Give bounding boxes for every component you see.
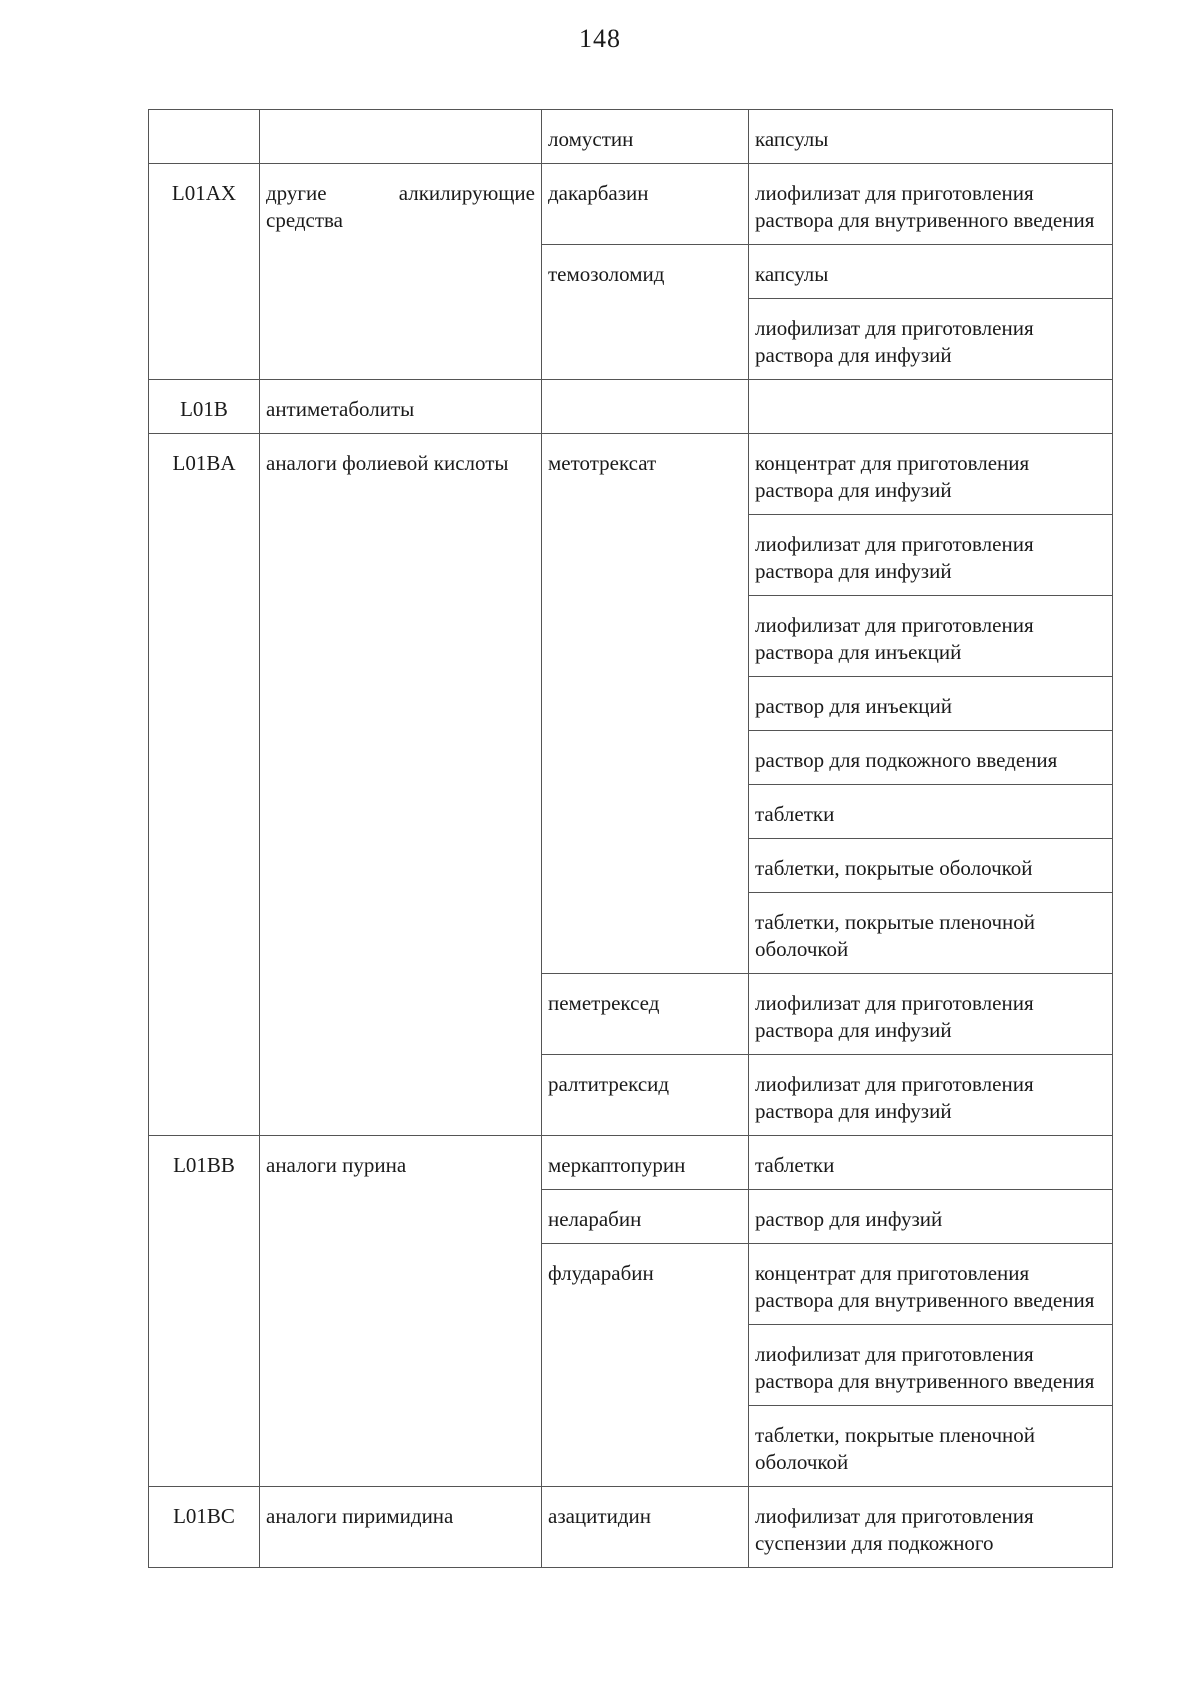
drug-name: метотрексат — [542, 434, 749, 974]
table-row — [149, 434, 1113, 515]
group-name: другие алкилирующие средства — [260, 164, 542, 380]
dosage-form: лиофилизат для приготовления раствора для внутривенного введения — [749, 1325, 1113, 1406]
table-row — [149, 1487, 1113, 1568]
dosage-form: концентрат для приготовления раствора для внутривенного введения — [749, 1244, 1113, 1325]
dosage-form: лиофилизат для приготовления суспензии для подкожного — [749, 1487, 1113, 1568]
dosage-form: лиофилизат для приготовления раствора для инфузий — [749, 515, 1113, 596]
atc-code: L01BB — [149, 1136, 260, 1487]
drug-name: ломустин — [542, 110, 749, 164]
drug-name: азацитидин — [542, 1487, 749, 1568]
table-row — [149, 110, 1113, 164]
atc-code: L01BC — [149, 1487, 260, 1568]
group-name: аналоги пурина — [260, 1136, 542, 1487]
dosage-form: лиофилизат для приготовления раствора для внутривенного введения — [749, 164, 1113, 245]
dosage-form: капсулы — [749, 110, 1113, 164]
drug-name: ралтитрексид — [542, 1055, 749, 1136]
dosage-form: раствор для инфузий — [749, 1190, 1113, 1244]
dosage-form: таблетки, покрытые пленочной оболочкой — [749, 1406, 1113, 1487]
drug-name: пеметрексед — [542, 974, 749, 1055]
table-row — [149, 380, 1113, 434]
drug-name: флударабин — [542, 1244, 749, 1487]
drug-name: темозоломид — [542, 245, 749, 380]
dosage-form: таблетки, покрытые пленочной оболочкой — [749, 893, 1113, 974]
drug-table — [148, 109, 1113, 1568]
drug-name: дакарбазин — [542, 164, 749, 245]
group-cell — [260, 110, 542, 164]
dosage-form: таблетки — [749, 785, 1113, 839]
atc-code: L01B — [149, 380, 260, 434]
page-number: 148 — [579, 24, 621, 53]
dosage-form: лиофилизат для приготовления раствора для инъекций — [749, 596, 1113, 677]
dosage-form: капсулы — [749, 245, 1113, 299]
drug-name: меркаптопурин — [542, 1136, 749, 1190]
table-row — [149, 164, 1113, 245]
group-name: аналоги пиримидина — [260, 1487, 542, 1568]
drug-cell — [542, 380, 749, 434]
dosage-form: раствор для подкожного введения — [749, 731, 1113, 785]
dosage-form: лиофилизат для приготовления раствора для инфузий — [749, 1055, 1113, 1136]
atc-code: L01AX — [149, 164, 260, 380]
table-row — [149, 1136, 1113, 1190]
atc-code-cell — [149, 110, 260, 164]
group-name: аналоги фолиевой кислоты — [260, 434, 542, 1136]
dosage-form: лиофилизат для приготовления раствора для инфузий — [749, 974, 1113, 1055]
dosage-form: таблетки, покрытые оболочкой — [749, 839, 1113, 893]
dosage-form: лиофилизат для приготовления раствора для инфузий — [749, 299, 1113, 380]
dosage-form: раствор для инъекций — [749, 677, 1113, 731]
dosage-form: концентрат для приготовления раствора для инфузий — [749, 434, 1113, 515]
atc-code: L01BA — [149, 434, 260, 1136]
form-cell — [749, 380, 1113, 434]
group-name: антиметаболиты — [260, 380, 542, 434]
drug-name: неларабин — [542, 1190, 749, 1244]
dosage-form: таблетки — [749, 1136, 1113, 1190]
